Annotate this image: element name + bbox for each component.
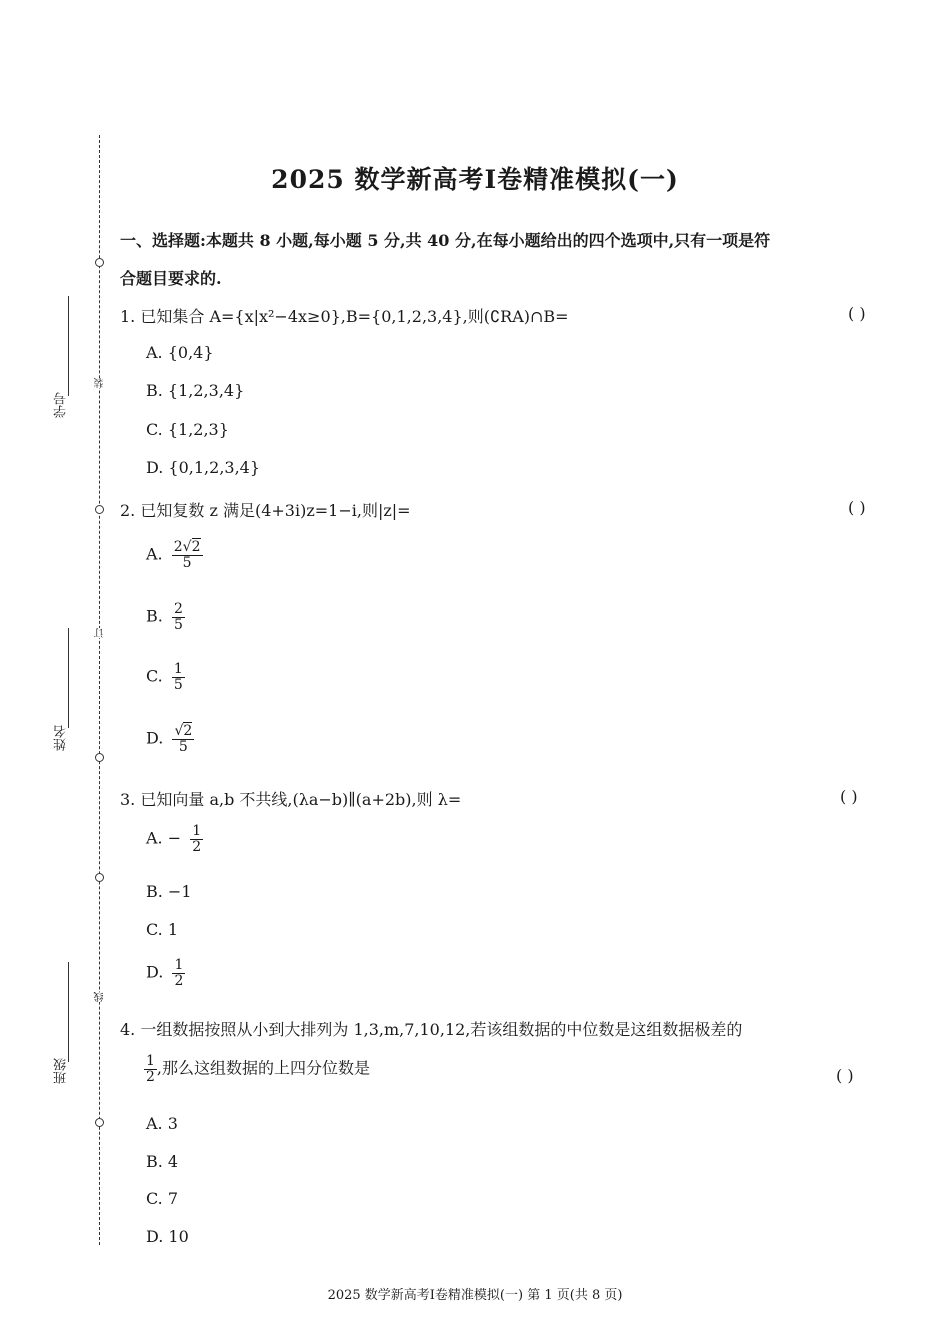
cut-mark-seal: 装 [95, 378, 106, 388]
option-letter: C. [146, 666, 163, 686]
binding-dot [95, 753, 104, 762]
question-2-stem: 2. 已知复数 z 满足(4+3i)z=1−i,则|z|= [120, 501, 411, 520]
question-4-option-d: D. 10 [146, 1227, 189, 1246]
numerator: 1 [174, 957, 184, 973]
answer-blank: ( ) [848, 304, 866, 323]
stem-text: ,那么这组数据的上四分位数是 [156, 1058, 371, 1078]
binding-cut-line [99, 135, 100, 1245]
question-4-option-b: B. 4 [146, 1152, 179, 1171]
question-3-option-a [146, 824, 203, 854]
answer-blank: ( ) [840, 787, 858, 806]
answer-blank: ( ) [836, 1066, 854, 1085]
option-letter: D. [146, 962, 164, 982]
fraction: $\frac{√2}{5}$ [174, 723, 193, 755]
coefficient: 2 [173, 539, 183, 555]
option-letter: D. [146, 728, 164, 748]
question-3-option-c: C. 1 [146, 920, 179, 939]
question-4-option-a: A. 3 [146, 1114, 178, 1133]
fraction [172, 602, 185, 632]
binding-dot [95, 258, 104, 267]
question-3-option-d [146, 958, 185, 988]
question-3-stem: 3. 已知向量 a,b 不共线,(λa−b)∥(a+2b),则 λ= [120, 790, 462, 809]
student-id-blank[interactable] [68, 296, 69, 396]
question-1-option-c: C. {1,2,3} [146, 420, 229, 439]
denominator: 2 [174, 972, 184, 989]
radicand: 2 [183, 723, 193, 739]
question-1-option-a: A. {0,4} [146, 343, 214, 362]
section-heading-cont: 合题目要求的. [120, 269, 222, 288]
page-footer: 2025 数学新高考Ⅰ卷精准模拟(一) 第 1 页(共 8 页) [327, 1288, 623, 1303]
question-3-option-b: B. −1 [146, 882, 192, 901]
radicand: 2 [191, 539, 201, 555]
question-4-option-c: C. 7 [146, 1189, 179, 1208]
fraction [144, 1054, 157, 1084]
fraction [172, 662, 185, 692]
binding-dot [95, 873, 104, 882]
question-2-option-c [146, 662, 185, 692]
minus-sign: − [167, 828, 182, 848]
name-label: 姓名 [54, 725, 69, 751]
denominator: 2 [146, 1068, 155, 1085]
question-2-option-a [146, 540, 203, 570]
fraction [172, 958, 185, 988]
denominator: 5 [178, 738, 188, 755]
denominator: 5 [173, 676, 183, 693]
page-title: 2025 数学新高考Ⅰ卷精准模拟(一) [271, 165, 679, 194]
answer-blank: ( ) [848, 498, 866, 517]
numerator: 2 [173, 601, 183, 617]
question-4-stem-cont [144, 1054, 370, 1084]
class-blank[interactable] [68, 962, 69, 1062]
denominator: 2 [192, 838, 202, 855]
cut-mark-line: 线 [95, 992, 106, 1002]
class-label: 班级 [54, 1058, 69, 1084]
question-4-stem: 4. 一组数据按照从小到大排列为 1,3,m,7,10,12,若该组数据的中位数是这组数据极差的 [120, 1020, 743, 1039]
denominator: 5 [182, 554, 192, 571]
section-heading: 一、选择题:本题共 8 小题,每小题 5 分,共 40 分,在每小题给出的四个选项中,只有一项是符 [120, 231, 771, 250]
cut-mark-order: 订 [95, 628, 106, 638]
question-1-stem: 1. 已知集合 A={x|x²−4x≥0},B={0,1,2,3,4},则(∁RA)∩B= [120, 307, 569, 326]
question-2-option-b [146, 602, 185, 632]
question-2-option-d [146, 724, 194, 754]
fraction [190, 824, 203, 854]
name-blank[interactable] [68, 628, 69, 728]
option-letter: B. [146, 606, 163, 626]
fraction: $\frac{2√2}{5}$ [173, 539, 201, 571]
student-id-label: 学号 [54, 392, 69, 418]
binding-dot [95, 1118, 104, 1127]
denominator: 5 [173, 616, 183, 633]
question-1-option-b: B. {1,2,3,4} [146, 381, 245, 400]
option-letter: A. [146, 544, 163, 564]
question-1-option-d: D. {0,1,2,3,4} [146, 458, 261, 477]
numerator: 1 [173, 661, 183, 677]
option-letter: A. [146, 828, 163, 848]
binding-dot [95, 505, 104, 514]
numerator: 1 [146, 1053, 155, 1069]
numerator: 1 [192, 823, 202, 839]
